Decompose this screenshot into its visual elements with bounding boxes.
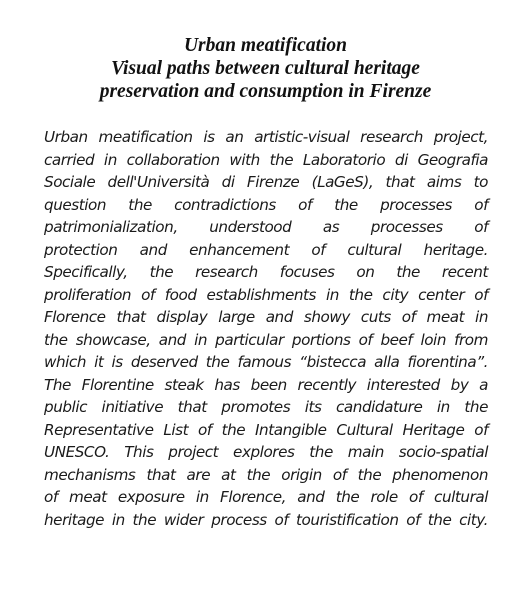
body-line: Specifically, the research focuses on the recent (44, 263, 488, 281)
body-line: UNESCO. This project explores the main socio-spatial (44, 443, 488, 461)
body-paragraph (44, 126, 488, 531)
body-line: proliferation of food establishments in the city center of (44, 285, 488, 304)
title-line-3: preservation and consumption in Firenze (99, 81, 432, 102)
body-line: Florence that display large and showy cuts of meat in (44, 308, 488, 326)
body-line: which it is deserved the famous “bistecca alla fiorentina”. (44, 353, 488, 371)
body-line: the showcase, and in particular portions of beef loin from (44, 330, 488, 349)
body-line: protection and enhancement of cultural heritage. (44, 240, 488, 259)
body-line: Representative List of the Intangible Cultural Heritage of (44, 420, 488, 439)
body-line: carried in collaboration with the Laboratorio di Geografia (44, 150, 488, 169)
body-line: question the contradictions of the processes of (44, 195, 488, 214)
body-line: Urban meatification is an artistic-visual research project, (44, 128, 488, 146)
body-line: Sociale dell'Università di Firenze (LaGeS), that aims to (44, 173, 488, 191)
title-line-2: Visual paths between cultural heritage (111, 58, 420, 79)
body-line: heritage in the wider process of touristification of the city. (44, 510, 488, 529)
body-line: public initiative that promotes its candidature in the (44, 398, 488, 416)
body-line: The Florentine steak has been recently interested by a (44, 375, 488, 394)
body-line: patrimonialization, understood as processes of (44, 218, 488, 236)
document-title (40, 34, 491, 103)
body-line: of meat exposure in Florence, and the role of cultural (44, 488, 488, 506)
title-line-1: Urban meatification (183, 35, 348, 56)
body-line: mechanisms that are at the origin of the phenomenon (44, 465, 488, 484)
